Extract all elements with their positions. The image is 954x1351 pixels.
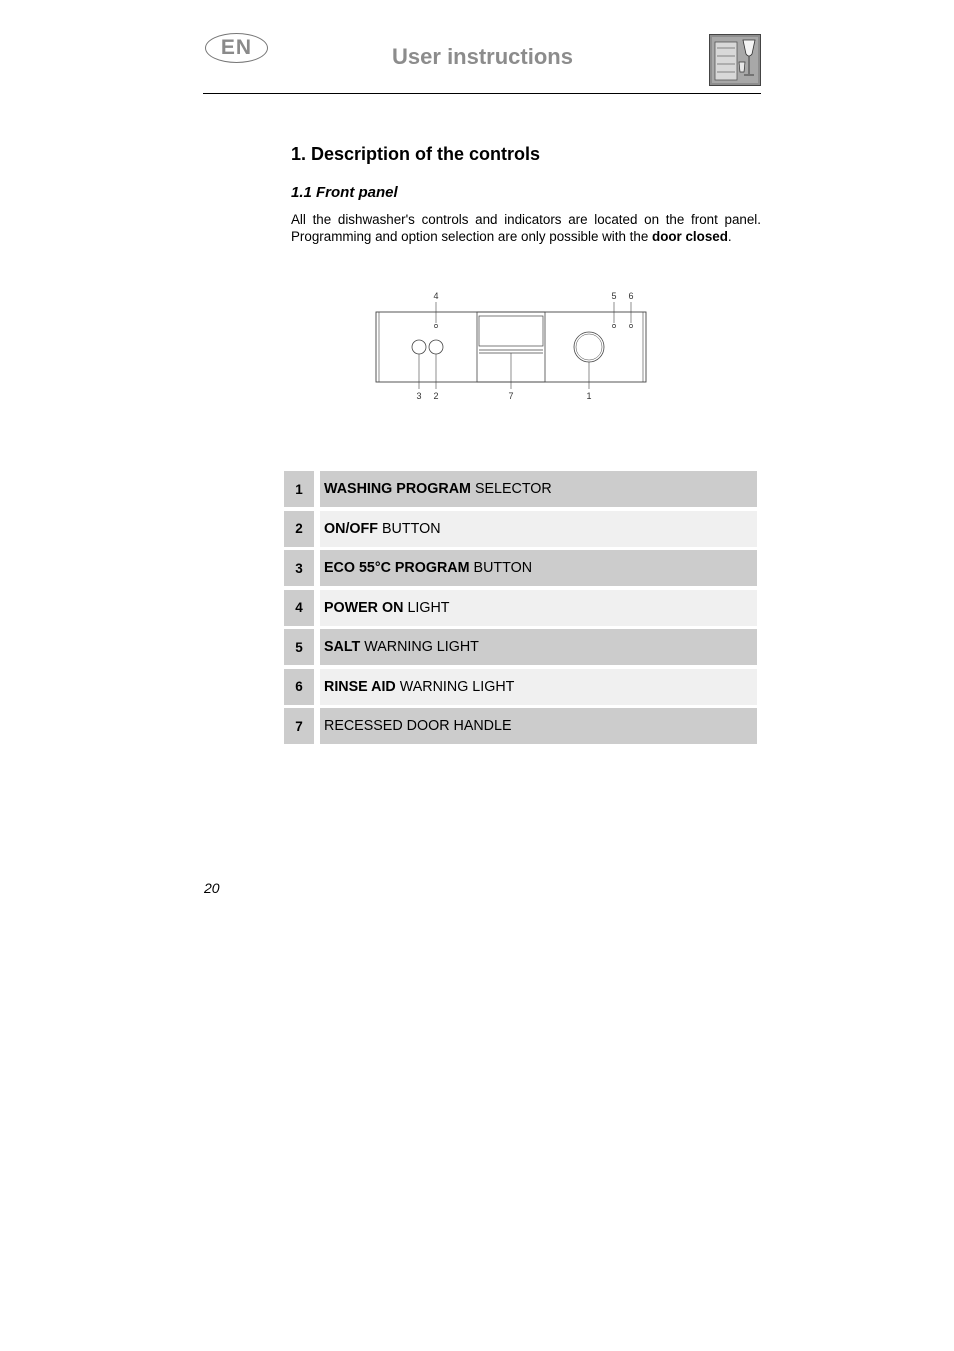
- row-text: BUTTON: [382, 520, 441, 537]
- section-title: 1. Description of the controls: [291, 144, 541, 164]
- diagram-label-3: 3: [416, 391, 422, 401]
- table-row: [284, 669, 761, 705]
- dishwasher-icon: [709, 34, 761, 86]
- page-number: 20: [204, 880, 220, 896]
- row-number: 7: [284, 708, 315, 744]
- table-row: [284, 590, 761, 626]
- row-description: [320, 629, 761, 665]
- intro-text: All the dishwasher's controls and indicators are located on the front panel. Programming and option selection are only possible with the: [291, 212, 761, 244]
- table-row: [284, 629, 761, 665]
- row-bold: POWER ON: [324, 599, 404, 616]
- table-row: [284, 471, 761, 507]
- row-number: 6: [284, 669, 315, 705]
- row-text: RECESSED DOOR HANDLE: [324, 718, 512, 734]
- row-text: BUTTON: [473, 560, 533, 576]
- diagram-label-2: 2: [433, 391, 439, 401]
- row-text: WARNING LIGHT: [399, 678, 515, 695]
- table-row: [284, 550, 761, 586]
- row-number: 1: [284, 471, 315, 507]
- intro-paragraph: [291, 212, 761, 245]
- intro-bold-text: door closed: [652, 228, 728, 244]
- row-bold: RINSE AID: [324, 678, 396, 695]
- row-number: 5: [284, 629, 315, 665]
- row-number: 4: [284, 590, 315, 626]
- row-text: LIGHT: [407, 599, 450, 616]
- row-bold: WASHING PROGRAM: [324, 481, 471, 497]
- diagram-label-4: 4: [433, 291, 439, 301]
- language-badge: EN: [205, 33, 268, 63]
- table-row: [284, 708, 761, 744]
- page-header-title: User instructions: [392, 44, 573, 69]
- row-number: 3: [284, 550, 315, 586]
- row-text: SELECTOR: [474, 481, 552, 497]
- table-row: [284, 511, 761, 547]
- controls-table: [284, 471, 761, 748]
- subsection-title: 1.1 Front panel: [291, 184, 398, 201]
- header-divider: [203, 93, 761, 94]
- row-description: [320, 550, 761, 586]
- row-number: 2: [284, 511, 315, 547]
- row-description: [320, 708, 761, 744]
- front-panel-diagram: [370, 288, 655, 403]
- row-description: [320, 471, 761, 507]
- row-description: [320, 511, 761, 547]
- row-bold: SALT: [324, 639, 361, 655]
- intro-end: .: [727, 228, 732, 244]
- diagram-label-7: 7: [508, 391, 514, 401]
- diagram-label-6: 6: [628, 291, 634, 301]
- row-text: WARNING LIGHT: [364, 639, 479, 655]
- row-bold: ECO 55°C PROGRAM: [324, 560, 470, 576]
- row-bold: ON/OFF: [324, 520, 379, 537]
- diagram-label-1: 1: [586, 391, 592, 401]
- row-description: [320, 669, 761, 705]
- row-description: [320, 590, 761, 626]
- diagram-label-5: 5: [611, 291, 617, 301]
